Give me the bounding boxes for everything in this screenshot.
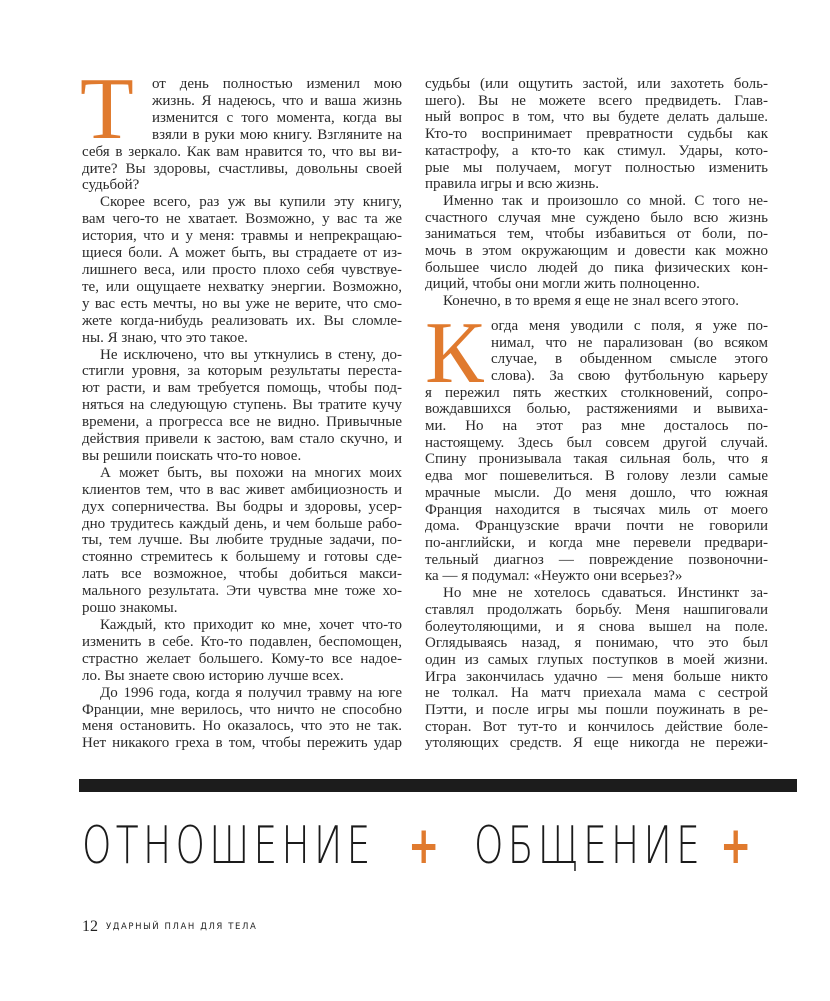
text-line: Игра закончилась удачно — меня больше никто — [425, 668, 768, 685]
text-line: катастрофу, а кто-то как стимул. Удары, кото- — [425, 142, 768, 159]
text-line: судьбой? — [82, 177, 140, 194]
text-line: стигли уровня, за которым результаты переста- — [82, 363, 402, 380]
text-line: Именно так и произошло со мной. С того не- — [443, 192, 768, 209]
page-footer — [82, 918, 257, 936]
paragraph — [82, 617, 402, 685]
text-line: Пэтти, и после игры мы пошли поужинать в ре- — [425, 702, 768, 719]
text-line: дух соперничества. Вы бодры и здоровы, усер- — [82, 498, 402, 515]
text-line: ты, тем лучше. Вы любите трудные задачи, по- — [82, 532, 402, 549]
text-line: Скорее всего, раз уж вы купили эту книгу, — [100, 194, 402, 211]
text-line: няться на следующую ступень. Вы тратите кучу — [82, 397, 402, 414]
heading-word-communication: ОБЩЕНИЕ — [474, 816, 705, 876]
text-line: от день полностью изменил мою — [152, 76, 402, 92]
text-line: ны. Я знаю, что это такое. — [82, 329, 248, 346]
text-line: меня остановить. Но оказалось, что это не так. — [82, 718, 402, 735]
text-line: вождавшихся болью, растяжениями и вывиха- — [425, 401, 768, 418]
text-line: диций, чтобы они могли жить полноценно. — [425, 276, 700, 293]
text-line: Каждый, кто приходит ко мне, хочет что-то — [100, 617, 402, 633]
text-line: правила игры и всю жизнь. — [425, 176, 600, 193]
text-line: вам чего-то не хватает. Возможно, у вас та же — [82, 211, 402, 228]
text-line: шего). Вы не можете всего предвидеть. Глав- — [425, 92, 768, 109]
text-column-left — [80, 61, 402, 752]
text-line: Франции, мне верилось, что ничто не способно — [82, 701, 402, 718]
paragraph — [80, 61, 402, 194]
text-line: огда меня уводили с поля, я уже по- — [491, 317, 768, 334]
text-line: сторан. Вот тут-то и кончилось действие боле- — [425, 718, 768, 735]
text-line: слова). За свою футбольную карьеру — [491, 367, 768, 384]
paragraph — [82, 347, 402, 465]
text-line: Конечно, в то время я еще не знал всего этого. — [443, 293, 739, 310]
text-line: жизнь. Я надеюсь, что и ваша жизнь — [152, 92, 402, 109]
text-line: рошо знакомы. — [82, 600, 178, 617]
heading-plus-icon: + — [408, 816, 444, 876]
text-line: А может быть, вы похожи на многих моих — [100, 464, 402, 481]
text-line: себя в зеркало. Как вам нравится то, что вы ви- — [82, 143, 402, 160]
paragraph — [425, 76, 768, 193]
drop-cap: К — [425, 304, 484, 402]
page-number: 12 — [82, 918, 98, 935]
text-line: Нет никакого греха в том, чтобы пережить удар — [82, 735, 402, 752]
text-line: действия привели к застою, вам стало скучно, и — [82, 431, 402, 448]
text-line: случае, в обыденном смысле этого — [491, 351, 768, 368]
text-line: заниматься тем, чтобы избавиться от боли, по- — [425, 226, 768, 243]
text-line: страстно желает большего. Кому-то все надое- — [82, 650, 402, 667]
running-title: УДАРНЫЙ ПЛАН ДЛЯ ТЕЛА — [106, 922, 258, 932]
text-line: ют расти, и вам требуется помощь, чтобы под- — [82, 380, 402, 397]
paragraph — [425, 193, 768, 293]
text-line: времени, а прогресса все не видно. Привычные — [82, 414, 402, 431]
text-line: мального результата. Эти чувства мне тоже хо- — [82, 583, 402, 600]
section-divider-bar — [79, 779, 797, 792]
text-line: Оглядываясь назад, я понимаю, что это был — [425, 635, 768, 652]
text-line: те, или ощущаете нехватку энергии. Возможно, — [82, 278, 402, 295]
text-line: я пережил пять жестких столкновений, сопро- — [425, 384, 768, 401]
text-line: жете когда-нибудь реализовать их. Вы сломле- — [82, 312, 402, 329]
text-line: Не исключено, что вы уткнулись в стену, до- — [100, 346, 402, 363]
heading-word-relationship: ОТНОШЕНИЕ — [82, 816, 375, 876]
text-line: дите? Вы здоровы, счастливы, довольны своей — [82, 160, 402, 177]
drop-cap: Т — [80, 61, 134, 158]
text-line: стоянно стремитесь к большему и готовы сде- — [82, 549, 402, 566]
text-line: ный вопрос в том, что вы будете делать дальше. — [425, 109, 768, 126]
text-line: изменится с того момента, когда вы — [152, 109, 402, 126]
text-line: у вас есть мечты, но вы уже не верите, что смо- — [82, 295, 402, 312]
heading-plus-icon: + — [720, 816, 756, 876]
text-line: лать все возможное, чтобы добиться макси- — [82, 566, 402, 583]
text-line: настоящему. Здесь был совсем другой случай. — [425, 434, 768, 451]
paragraph — [82, 465, 402, 617]
paragraph — [425, 585, 768, 752]
text-line: ми. Но на этот раз мне досталось по- — [425, 418, 768, 435]
text-line: тельный диагноз — повреждение позвоночни- — [425, 551, 768, 568]
text-line: вы решили поискать что-то новое. — [82, 447, 302, 464]
paragraph — [82, 194, 402, 346]
text-line: Но мне не хотелось сдаваться. Инстинкт за- — [443, 585, 768, 602]
text-line: щиеся боли. А может быть, вы страдаете от из- — [82, 245, 402, 262]
text-line: ло. Вы знаете свою историю лучше всех. — [82, 667, 344, 684]
text-line: едва мог пошевелиться. В голову лезли самые — [425, 468, 768, 485]
text-line: Кто-то воспринимает превратности судьбы как — [425, 126, 768, 143]
text-line: Спину пронизывала такая сильная боль, что я — [425, 451, 768, 468]
text-line: нимал, что не парализован (во всяком — [491, 334, 768, 351]
text-line: мочь в этом окружающим и довести как можно — [425, 243, 768, 260]
text-column-right — [425, 76, 768, 752]
text-line: дно трудитесь каждый день, и чем больше рабо- — [82, 515, 402, 532]
text-line: изменить в себе. Кто-то подавлен, беспомощен, — [82, 633, 402, 650]
text-line: болеутоляющими, и я снова вышел на поле. — [425, 618, 768, 635]
text-line: счастного случая мне суждено было всю жизнь — [425, 209, 768, 226]
text-line: ка — я подумал: «Неужто они всерьез?» — [425, 568, 683, 585]
text-line: ставлял продолжать борьбу. Меня нашпиговали — [425, 601, 768, 618]
text-line: взяли в руки мою книгу. Взгляните на — [152, 126, 402, 143]
text-line: утоляющих средств. Я еще никогда не пережи- — [425, 735, 768, 752]
text-line: мрачные мысли. До меня дошло, что южная — [425, 484, 768, 501]
text-line: рые мы получаем, могут полностью изменить — [425, 159, 768, 176]
text-line: по-английски, и когда мне перевели предвари- — [425, 534, 768, 551]
text-line: лишнего веса, или просто плохо себя чувствуе- — [82, 261, 402, 278]
text-line: судьбы (или ощутить застой, или захотеть боль- — [425, 76, 768, 92]
text-line: большее число людей до пика физических кон- — [425, 259, 768, 276]
text-line: дома. Французские врачи почти не говорили — [425, 518, 768, 535]
text-line: Франция находится в тысячах миль от моего — [425, 501, 768, 518]
paragraph — [82, 685, 402, 753]
text-line: не толкал. На матч приехала мама с сестрой — [425, 685, 768, 702]
text-line: один из самых глупых поступков в моей жизни. — [425, 651, 768, 668]
text-line: клиентов тем, что в вас живет амбициозность и — [82, 481, 402, 498]
text-line: До 1996 года, когда я получил травму на юге — [100, 684, 402, 701]
text-line: история, что и у меня: травмы и непрекращаю- — [82, 228, 402, 245]
paragraph — [425, 304, 768, 585]
